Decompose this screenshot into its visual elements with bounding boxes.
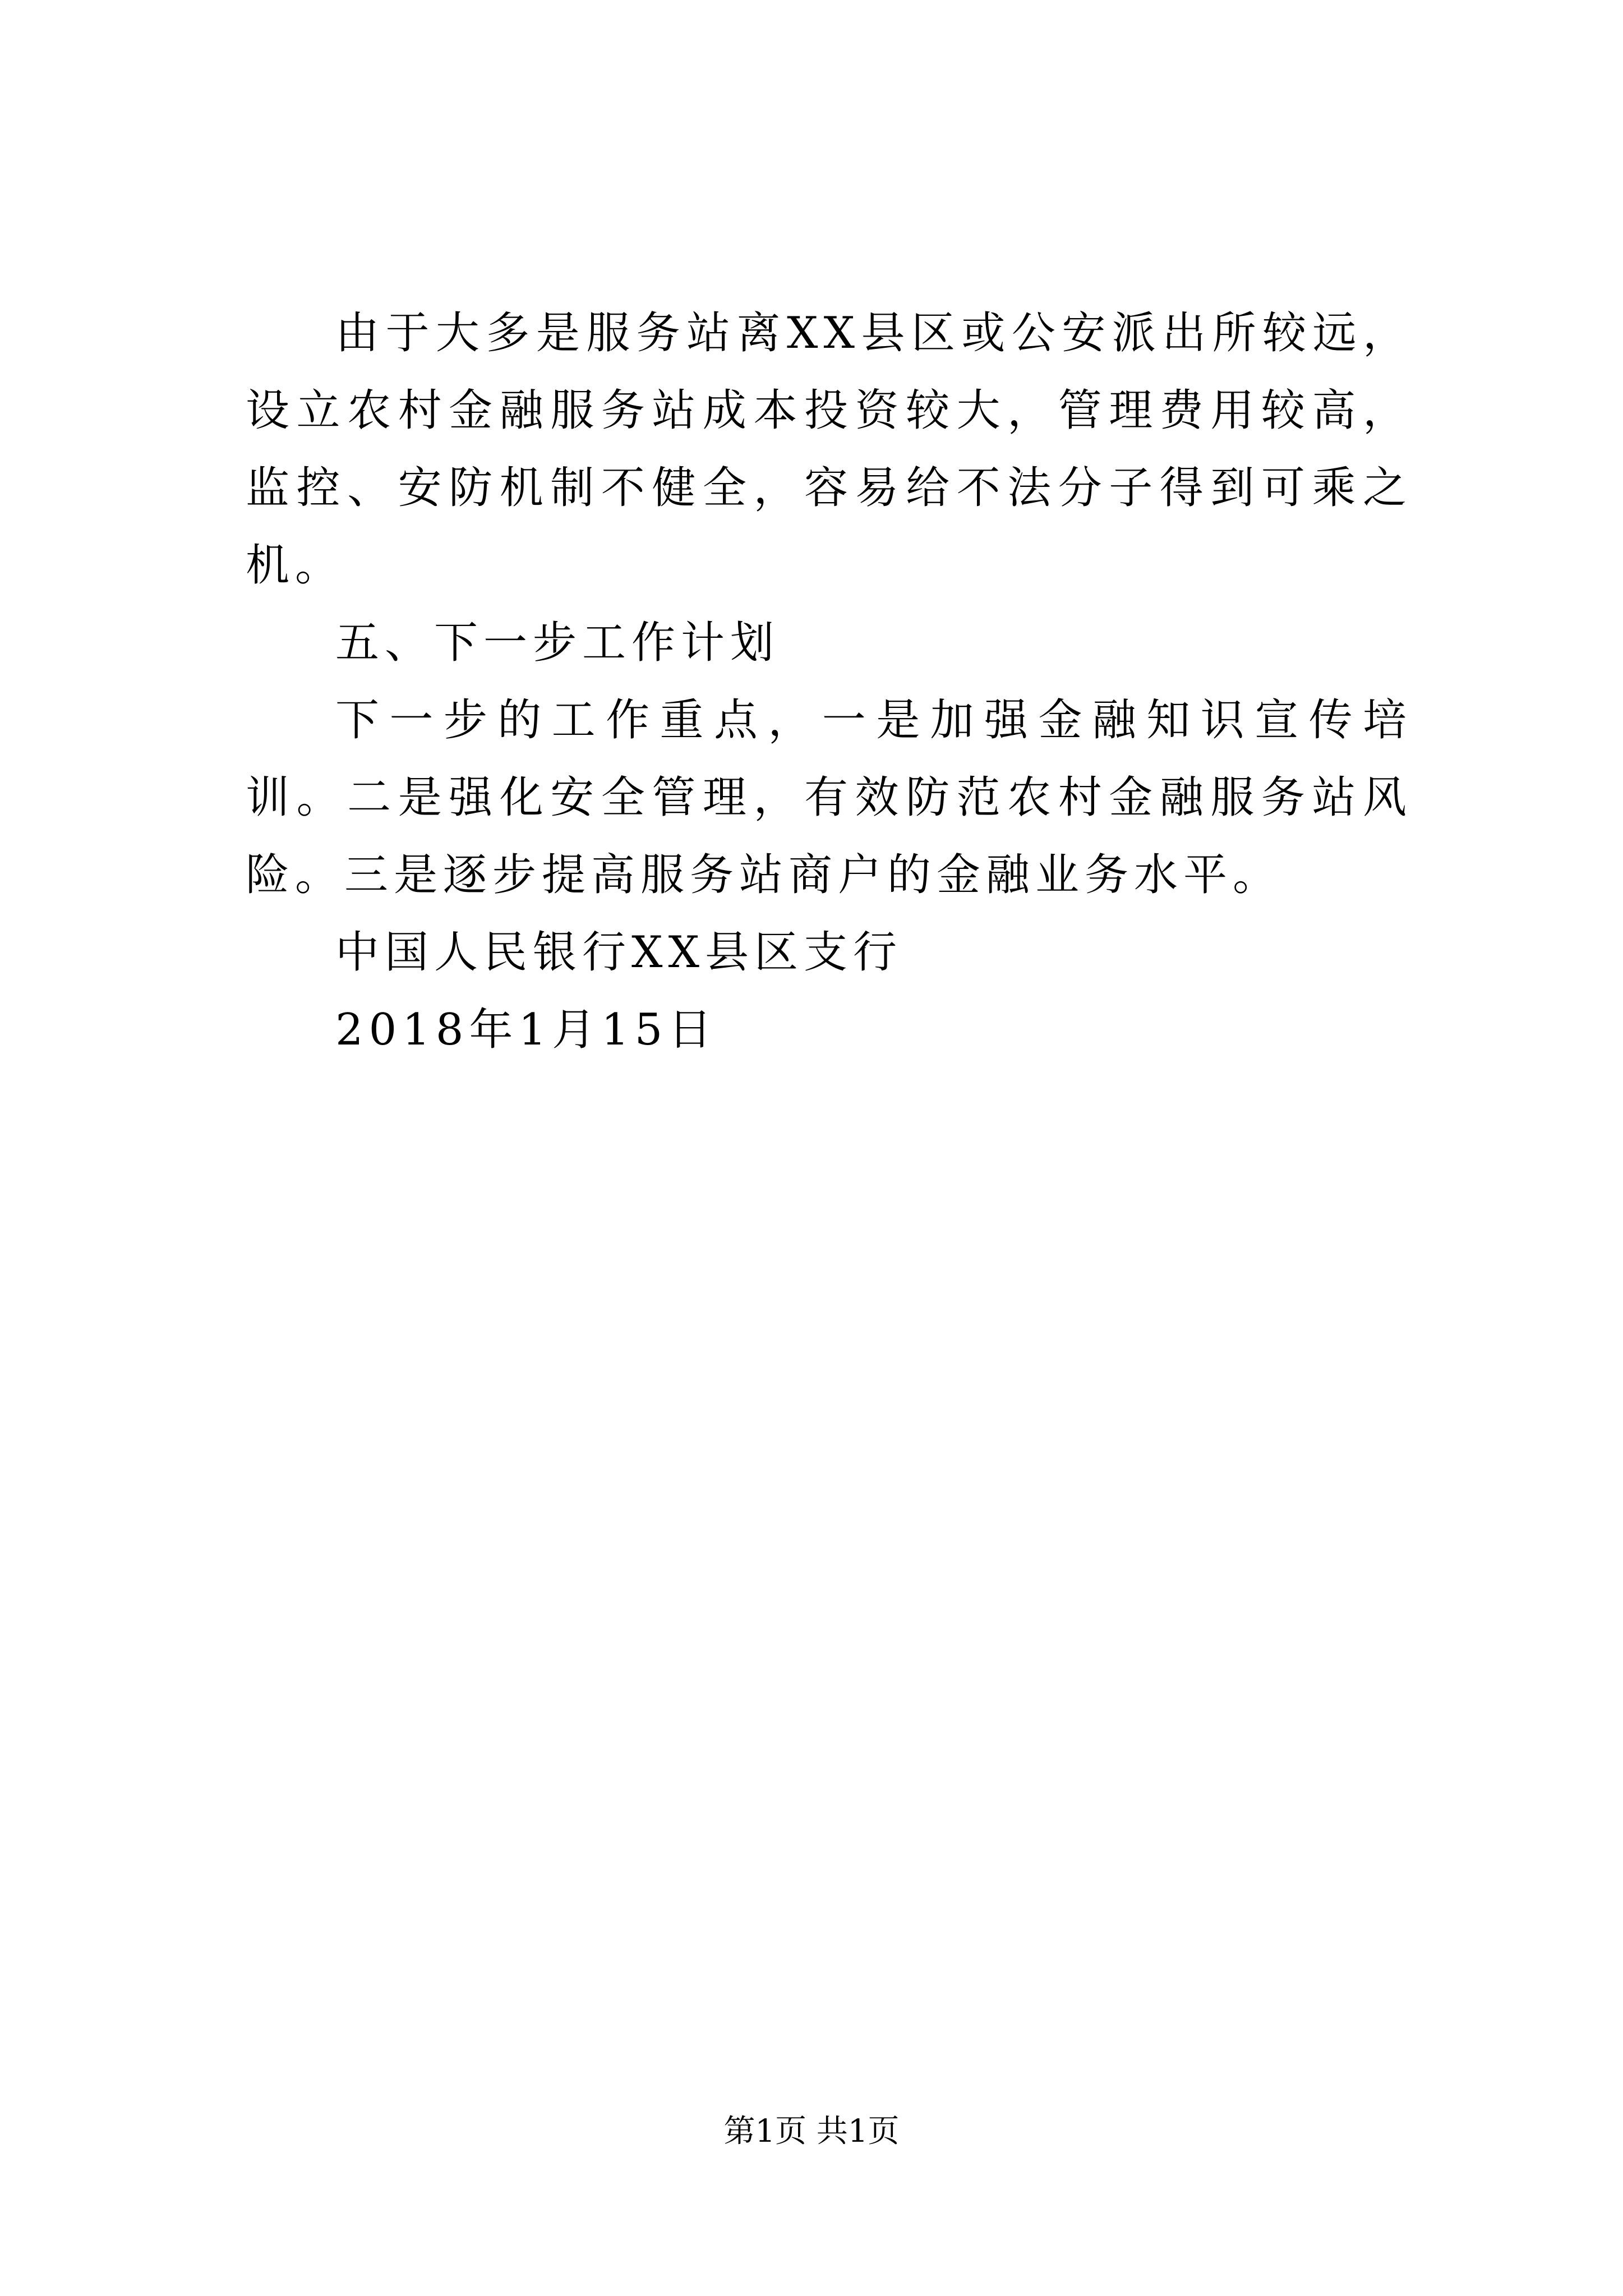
document-body — [246, 295, 1412, 1069]
signature-date: 2018年1月15日 — [335, 1005, 718, 1055]
paragraph-work-plan: 下一步的工作重点，一是加强金融知识宣传培训。二是强化安全管理，有效防范农村金融服务站风险。三是逐步提高服务站商户的金融业务水平。 — [246, 695, 1412, 900]
paragraph-security-issues: 由于大多是服务站离XX县区或公安派出所较远，设立农村金融服务站成本投资较大，管理费用较高，监控、安防机制不健全，容易给不法分子得到可乘之机。 — [246, 308, 1412, 591]
signature-organization: 中国人民银行XX县区支行 — [335, 927, 903, 978]
page-footer: 第1页 共1页 — [723, 2113, 900, 2150]
section-heading-next-steps: 五、下一步工作计划 — [335, 618, 780, 668]
